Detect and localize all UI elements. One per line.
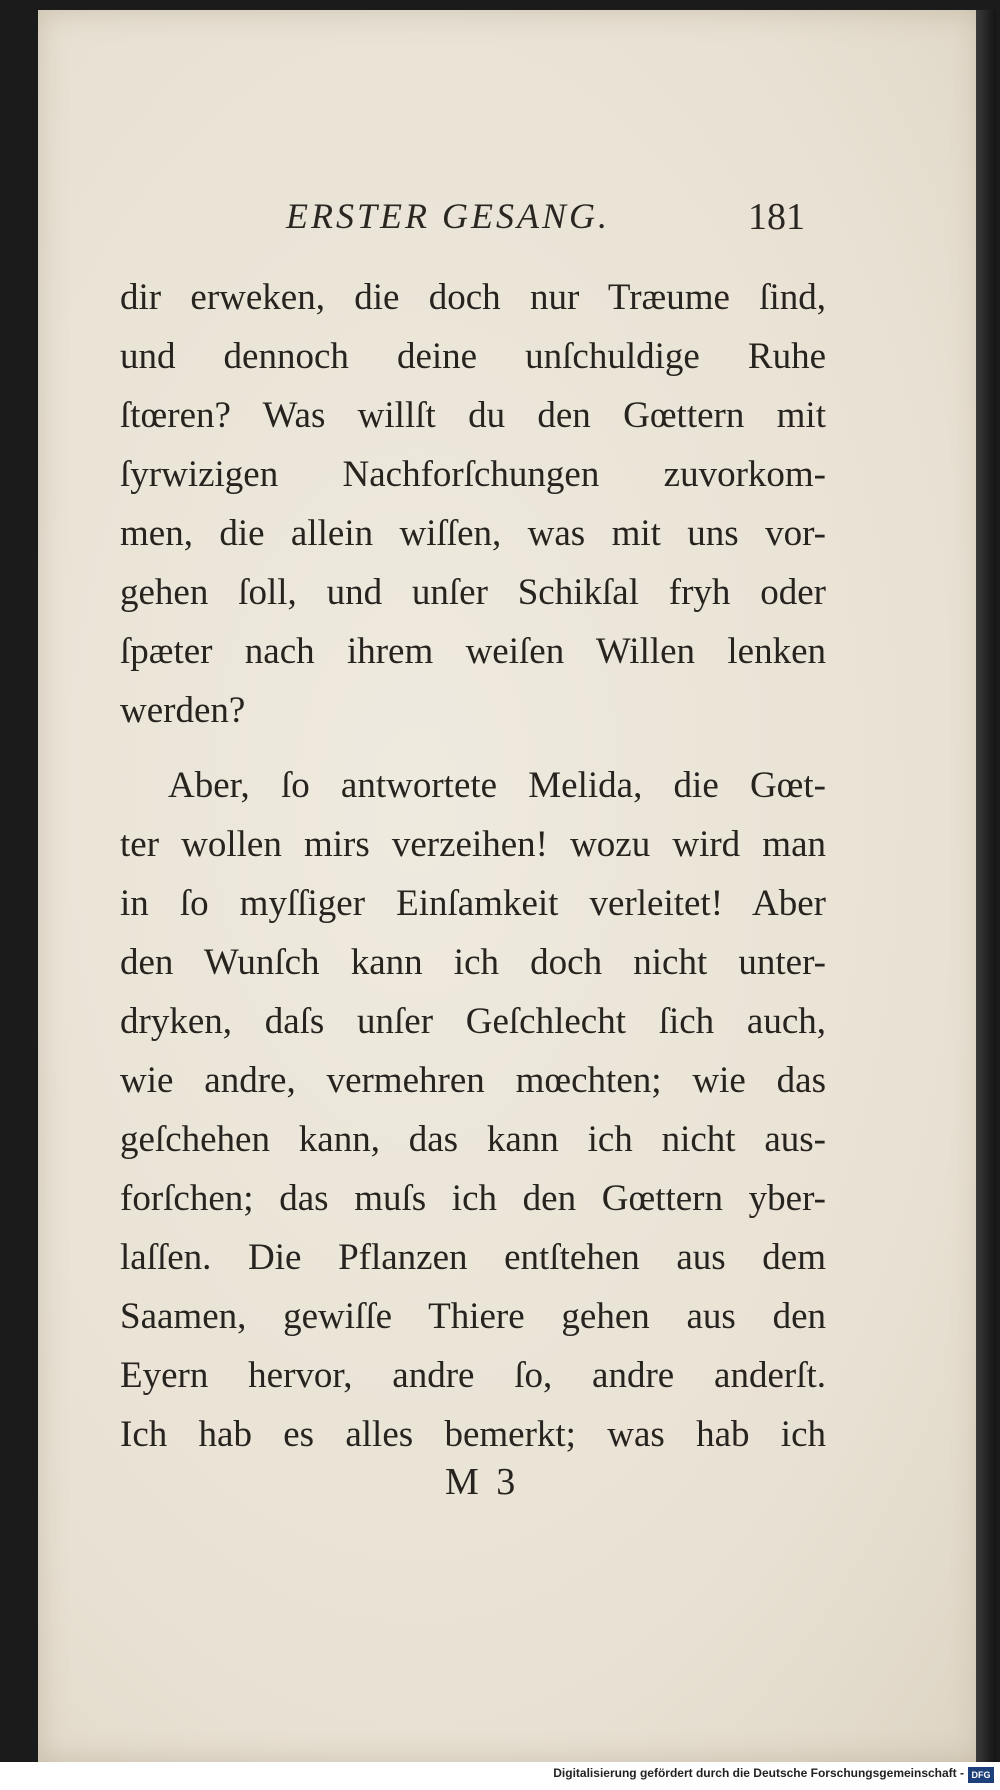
text-line: forſchen; das muſs ich den Gœttern yber- (120, 1178, 826, 1219)
dfg-logo-icon: DFG (968, 1767, 994, 1783)
text-line: dryken, daſs unſer Geſchlecht ſich auch, (120, 1001, 826, 1042)
page-edge-shadow (976, 10, 996, 1762)
signature-mark: M 3 (445, 1461, 520, 1503)
body-text (120, 268, 826, 1464)
text-line: in ſo myſſiger Einſamkeit verleitet! Aber (120, 883, 826, 924)
text-line: Saamen, gewiſſe Thiere gehen aus den (120, 1296, 826, 1337)
text-line: ſtœren? Was willſt du den Gœttern mit (120, 395, 826, 436)
text-line: ſpæter nach ihrem weiſen Willen lenken (120, 631, 826, 672)
text-line: Aber, ſo antwortete Melida, die Gœt- (168, 765, 826, 806)
running-head: ERSTER GESANG. (286, 196, 610, 236)
text-line: und dennoch deine unſchuldige Ruhe (120, 336, 826, 377)
text-line: werden? (120, 690, 246, 731)
text-line: wie andre, vermehren mœchten; wie das (120, 1060, 826, 1101)
text-line: Ich hab es alles bemerkt; was hab ich (120, 1414, 826, 1455)
text-line: Eyern hervor, andre ſo, andre anderſt. (120, 1355, 826, 1396)
text-line: dir erweken, die doch nur Træume ſind, (120, 277, 826, 318)
text-line: laſſen. Die Pflanzen entſtehen aus dem (120, 1237, 826, 1278)
text-line: den Wunſch kann ich doch nicht unter- (120, 942, 826, 983)
text-line: ter wollen mirs verzeihen! wozu wird man (120, 824, 826, 865)
text-line: men, die allein wiſſen, was mit uns vor- (120, 513, 826, 554)
page-number: 181 (748, 196, 805, 238)
footer-bar (0, 1762, 1000, 1790)
text-line: ſyrwizigen Nachforſchungen zuvorkom- (120, 454, 826, 495)
digitization-credit: Digitalisierung gefördert durch die Deutsche Forschungsgemeinschaft - (553, 1766, 964, 1780)
text-line: geſchehen kann, das kann ich nicht aus- (120, 1119, 826, 1160)
text-line: gehen ſoll, und unſer Schikſal fryh oder (120, 572, 826, 613)
